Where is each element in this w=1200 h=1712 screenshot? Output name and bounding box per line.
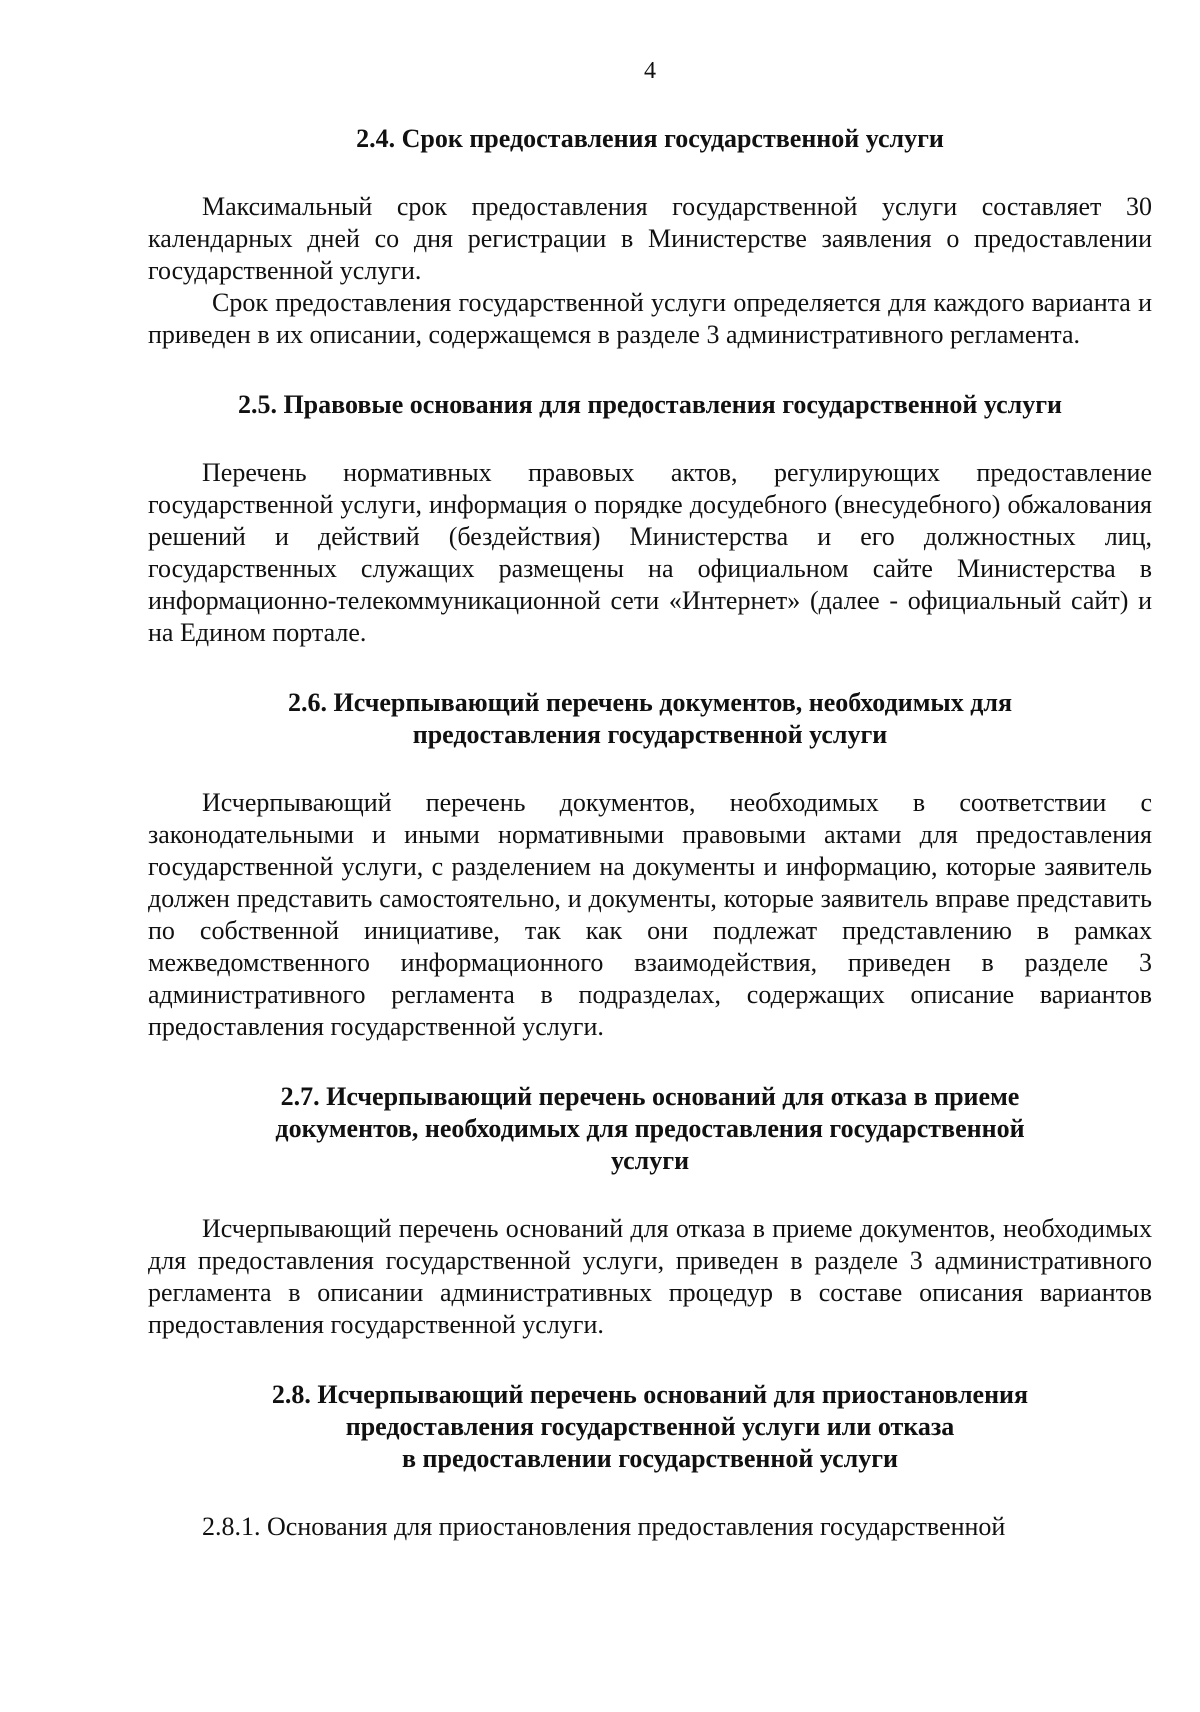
paragraph: 2.8.1. Основания для приостановления предоставления государственной [202, 1512, 1006, 1541]
section-title-line: 2.8. Исчерпывающий перечень оснований для приостановления [271, 1380, 1029, 1409]
paragraph: Срок предоставления государственной услуги определяется для каждого варианта и приведен в их описании, содержащемся в разделе 3 административного регламента. [148, 288, 1152, 349]
section-title: 2.5. Правовые основания для предоставления государственной услуги [237, 390, 1063, 419]
paragraph: Исчерпывающий перечень оснований для отказа в приеме документов, необходимых для предоставления государственной услуги, приведен в разделе 3 административного регламента в описании административных процедур в составе описания вариантов предоставления государственной услуги. [148, 1214, 1152, 1339]
section-title-line: 2.7. Исчерпывающий перечень оснований для отказа в приеме [280, 1082, 1020, 1111]
section-2-6 [148, 687, 1152, 1043]
section-title-line: документов, необходимых для предоставления государственной [275, 1114, 1025, 1143]
section-2-7 [148, 1081, 1152, 1341]
section-title-line: предоставления государственной услуги или отказа [345, 1412, 955, 1441]
section-title: 2.4. Срок предоставления государственной услуги [356, 124, 944, 153]
section-title [148, 1081, 1152, 1177]
section-title-line: предоставления государственной услуги [412, 720, 888, 749]
section-2-4 [148, 123, 1152, 351]
paragraph: Исчерпывающий перечень документов, необходимых в соответствии с законодательными и иными нормативными правовыми актами для предоставления государственной услуги, с разделением на документы и информацию, которые заявитель должен представить самостоятельно, и документы, которые заявитель вправе представить по собственной инициативе, так как они подлежат представлению в рамках межведомственного информационного взаимодействия, приведен в разделе 3 административного регламента в подразделах, содержащих описание вариантов предоставления государственной услуги. [148, 788, 1152, 1041]
section-2-5 [148, 389, 1152, 649]
section-title [148, 1379, 1152, 1475]
page-number: 4 [644, 58, 656, 84]
section-title-line: в предоставлении государственной услуги [401, 1444, 898, 1473]
section-title-line: услуги [610, 1146, 690, 1175]
section-2-8 [148, 1379, 1152, 1543]
paragraph: Максимальный срок предоставления государственной услуги составляет 30 календарных дней со дня регистрации в Министерстве заявления о предоставлении государственной услуги. [148, 192, 1152, 285]
section-title [148, 687, 1152, 751]
paragraph: Перечень нормативных правовых актов, регулирующих предоставление государственной услуги, информация о порядке досудебного (внесудебного) обжалования решений и действий (бездействия) Министерства и его должностных лиц, государственных служащих размещены на официальном сайте Министерства в информационно-телекоммуникационной сети «Интернет» (далее - официальный сайт) и на Едином портале. [148, 458, 1152, 647]
section-title-line: 2.6. Исчерпывающий перечень документов, необходимых для [287, 688, 1013, 717]
